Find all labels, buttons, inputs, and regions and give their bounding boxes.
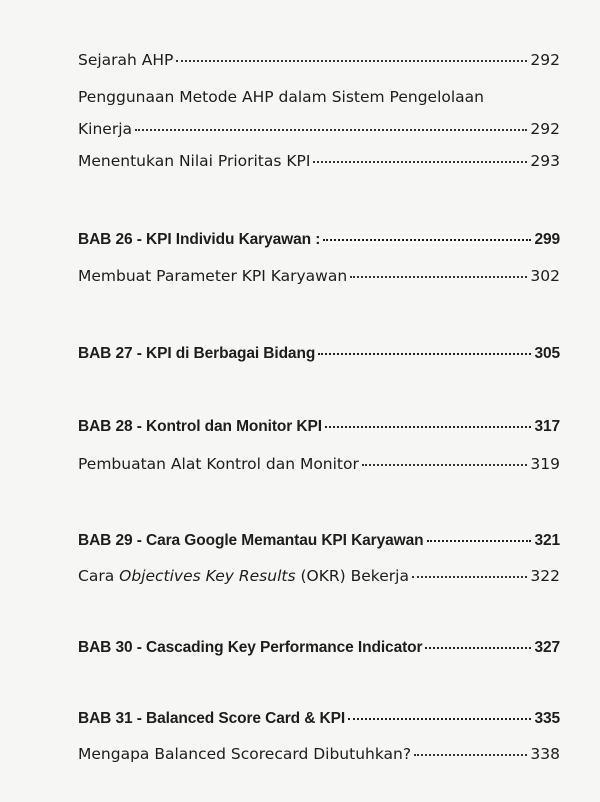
toc-page-number: 327 (534, 639, 560, 656)
toc-page-number: 302 (530, 267, 560, 285)
dot-leader (414, 754, 527, 756)
toc-chapter-title: BAB 27 - KPI di Berbagai Bidang (78, 345, 316, 362)
toc-page-number: 305 (534, 345, 560, 362)
toc-entry-title-suffix: (OKR) Bekerja (295, 567, 409, 585)
toc-chapter-bab-31 (78, 709, 560, 729)
toc-entry-title: Pembuatan Alat Kontrol dan Monitor (78, 455, 359, 473)
dot-leader (323, 239, 531, 241)
toc-page-number: 292 (530, 120, 560, 138)
toc-entry-title: Membuat Parameter KPI Karyawan (78, 267, 348, 285)
toc-entry-title-line1: Penggunaan Metode AHP dalam Sistem Pengelolaan (78, 88, 485, 106)
toc-chapter-bab-27 (78, 344, 560, 364)
toc-chapter-title: BAB 26 - KPI Individu Karyawan : (78, 231, 321, 248)
toc-entry-title-line2: Kinerja (78, 120, 133, 138)
dot-leader (425, 647, 531, 649)
dot-leader (350, 276, 527, 278)
toc-page-number: 321 (534, 532, 560, 549)
toc-chapter-bab-26 (78, 230, 560, 250)
toc-chapter-title: BAB 29 - Cara Google Memantau KPI Karyawan (78, 532, 424, 549)
toc-entry-cara-okr-bekerja (78, 566, 560, 586)
toc-entry-title: Sejarah AHP (78, 51, 174, 69)
toc-entry-title-prefix: Cara (78, 567, 120, 585)
dot-leader (362, 464, 528, 466)
toc-entry-menentukan-nilai-prioritas (78, 151, 560, 171)
toc-chapter-bab-28 (78, 417, 560, 437)
dot-leader (318, 353, 531, 355)
toc-page-number: 319 (530, 455, 560, 473)
dot-leader (348, 718, 531, 720)
toc-chapter-title: BAB 31 - Balanced Score Card & KPI (78, 710, 346, 727)
toc-entry-sejarah-ahp (78, 50, 560, 70)
dot-leader (313, 161, 527, 163)
toc-page-number: 292 (530, 51, 560, 69)
dot-leader (176, 60, 527, 62)
toc-entry-title: Mengapa Balanced Scorecard Dibutuhkan? (78, 745, 412, 763)
toc-page-number: 335 (534, 710, 560, 727)
dot-leader (412, 576, 527, 578)
toc-entry-mengapa-balanced-scorecard (78, 744, 560, 764)
dot-leader (135, 129, 527, 131)
dot-leader (427, 540, 532, 542)
toc-entry-membuat-parameter (78, 266, 560, 286)
toc-chapter-title: BAB 30 - Cascading Key Performance Indicator (78, 639, 423, 656)
toc-entry-penggunaan-metode-ahp (78, 87, 560, 139)
toc-chapter-bab-29 (78, 531, 560, 551)
toc-chapter-bab-30 (78, 638, 560, 658)
toc-chapter-title: BAB 28 - Kontrol dan Monitor KPI (78, 418, 322, 435)
toc-entry-title: Menentukan Nilai Prioritas KPI (78, 152, 311, 170)
toc-entry-title (78, 566, 409, 586)
dot-leader (325, 426, 532, 428)
toc-page-number: 299 (534, 231, 560, 248)
toc-page-number: 338 (530, 745, 560, 763)
toc-page-number: 322 (530, 567, 560, 585)
toc-page-number: 293 (530, 152, 560, 170)
toc-entry-title-italic: Objectives Key Results (119, 567, 296, 585)
toc-entry-pembuatan-alat-kontrol (78, 454, 560, 474)
toc-page-number: 317 (534, 418, 560, 435)
